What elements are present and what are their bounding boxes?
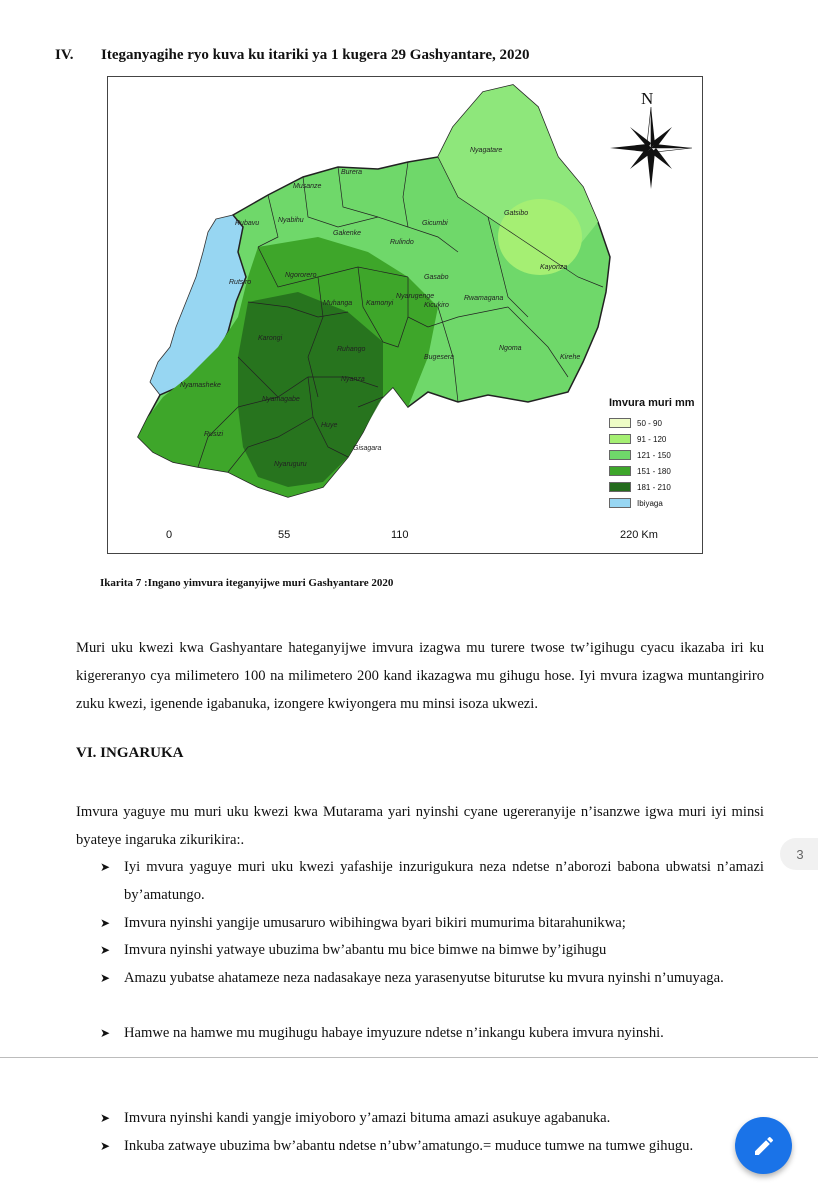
arrowhead-bullet-icon: ➤ bbox=[100, 916, 111, 930]
list-item-text: Inkuba zatwaye ubuzima bw’abantu ndetse n’ubw’amatungo.= muduce tumwe na tumwe gihugu. bbox=[124, 1138, 694, 1154]
district-label: Kicukiro bbox=[424, 302, 449, 309]
legend-swatch bbox=[609, 498, 631, 508]
legend-item bbox=[609, 447, 703, 463]
district-label: Kirehe bbox=[560, 354, 581, 361]
legend-label: 50 - 90 bbox=[637, 418, 662, 428]
pencil-icon bbox=[752, 1134, 776, 1158]
list-item bbox=[100, 936, 764, 964]
district-label: Gicumbi bbox=[422, 220, 448, 227]
district-label: Gisagara bbox=[353, 445, 382, 452]
district-label: Gakenke bbox=[333, 230, 362, 237]
district-label: Ngoma bbox=[499, 345, 522, 352]
page-divider bbox=[0, 1057, 818, 1058]
list-item bbox=[100, 1019, 764, 1047]
section-number: IV. bbox=[55, 47, 74, 63]
arrowhead-bullet-icon: ➤ bbox=[100, 860, 111, 874]
district-label: Huye bbox=[321, 422, 338, 429]
arrowhead-bullet-icon: ➤ bbox=[100, 1139, 111, 1153]
body-paragraph: Imvura yaguye mu muri uku kwezi kwa Mutarama yari nyinshi cyane ugereranyije n’isanzwe igwa muri iyi minsi byateye ingaruka zikurikira:. bbox=[76, 804, 764, 848]
district-label: Karongi bbox=[258, 335, 283, 342]
edit-button[interactable] bbox=[735, 1117, 792, 1174]
map-legend bbox=[609, 397, 703, 511]
district-label: Kamonyi bbox=[366, 300, 394, 307]
district-label: Nyamagabe bbox=[262, 396, 300, 403]
figure-caption: Ikarita 7 :Ingano yimvura iteganyijwe muri Gashyantare 2020 bbox=[100, 577, 394, 589]
arrowhead-bullet-icon: ➤ bbox=[100, 1111, 111, 1125]
rainfall-map bbox=[107, 76, 703, 554]
list-item-text: Imvura nyinshi kandi yangje imiyoboro y’amazi bituma amazi asukuye agabanuka. bbox=[124, 1110, 611, 1126]
district-label: Ruhango bbox=[337, 346, 366, 353]
legend-swatch bbox=[609, 482, 631, 492]
list-item bbox=[100, 909, 764, 937]
compass-rose-icon bbox=[610, 107, 692, 189]
district-label: Bugesera bbox=[424, 354, 454, 361]
district-label: Rusizi bbox=[204, 431, 224, 438]
legend-title: Imvura muri mm bbox=[609, 397, 695, 409]
arrowhead-bullet-icon: ➤ bbox=[100, 1026, 111, 1040]
list-item-text: Iyi mvura yaguye muri uku kwezi yafashije inzurigukura neza ndetse n’aborozi babona ubwatsi n’amazi by’amatungo. bbox=[124, 859, 764, 903]
legend-swatch bbox=[609, 466, 631, 476]
legend-item bbox=[609, 479, 703, 495]
district-label: Gasabo bbox=[424, 274, 449, 281]
legend-label: 121 - 150 bbox=[637, 450, 671, 460]
north-label: N bbox=[641, 89, 654, 108]
district-label: Rutsiro bbox=[229, 279, 252, 286]
legend-item bbox=[609, 431, 703, 447]
district-label: Nyagatare bbox=[470, 147, 503, 154]
scale-label: 110 bbox=[391, 529, 409, 541]
district-label: Nyabihu bbox=[278, 217, 304, 224]
list-item bbox=[100, 1132, 740, 1160]
district-label: Gatsibo bbox=[504, 210, 529, 217]
district-label: Rulindo bbox=[390, 239, 414, 246]
section-title: VI. INGARUKA bbox=[76, 745, 184, 761]
legend-label: Ibiyaga bbox=[637, 498, 663, 508]
arrowhead-bullet-icon: ➤ bbox=[100, 943, 111, 957]
list-item-text: Amazu yubatse ahatameze neza nadasakaye neza yarasenyutse biturutse ku mvura nyinshi n’umuyaga. bbox=[124, 970, 724, 986]
district-label: Rubavu bbox=[235, 220, 260, 227]
list-item bbox=[100, 1104, 764, 1132]
district-label: Nyaruguru bbox=[274, 461, 307, 468]
list-item-text: Imvura nyinshi yatwaye ubuzima bw’abantu mu bice bimwe na bimwe by’igihugu bbox=[124, 942, 607, 958]
legend-item bbox=[609, 415, 703, 431]
legend-item bbox=[609, 463, 703, 479]
legend-label: 91 - 120 bbox=[637, 434, 667, 444]
list-item-text: Imvura nyinshi yangije umusaruro wibihingwa byari bikiri mumurima bitarahunikwa; bbox=[124, 915, 626, 931]
district-label: Nyanza bbox=[341, 376, 365, 383]
district-label: Nyarugenge bbox=[396, 293, 435, 300]
body-paragraph: Muri uku kwezi kwa Gashyantare hateganyijwe imvura izagwa mu turere twose tw’igihugu cyacu ikazaba iri ku kigereranyo cya milimetero 100 na milimetero 200 kand ikazagwa mu gihugu hose. Iyi mvura izagwa muntangiriro zuku kwezi, igenende igabanuka, izongere kwiyongera mu minsi isoza ukwezi. bbox=[76, 640, 764, 712]
page-number-badge: 3 bbox=[780, 838, 818, 870]
scale-label: 55 bbox=[278, 529, 291, 541]
list-item bbox=[100, 853, 764, 909]
section-heading-text: Iteganyagihe ryo kuva ku itariki ya 1 kugera 29 Gashyantare, 2020 bbox=[101, 47, 530, 63]
district-label: Muhanga bbox=[323, 300, 353, 307]
legend-label: 181 - 210 bbox=[637, 482, 671, 492]
section-heading bbox=[55, 47, 530, 64]
district-label: Musanze bbox=[293, 183, 322, 190]
district-label: Nyamasheke bbox=[180, 382, 221, 389]
district-label: Burera bbox=[341, 169, 363, 176]
legend-swatch bbox=[609, 434, 631, 444]
district-label: Kayonza bbox=[540, 264, 568, 271]
list-item bbox=[100, 964, 764, 992]
arrowhead-bullet-icon: ➤ bbox=[100, 971, 111, 985]
district-label: Ngororero bbox=[285, 272, 317, 279]
scale-label: 220 Km bbox=[620, 529, 658, 541]
legend-swatch bbox=[609, 418, 631, 428]
legend-label: 151 - 180 bbox=[637, 466, 671, 476]
legend-swatch bbox=[609, 450, 631, 460]
legend-item bbox=[609, 495, 703, 511]
district-label: Rwamagana bbox=[464, 295, 504, 302]
list-item-text: Hamwe na hamwe mu mugihugu habaye imyuzure ndetse n’inkangu kubera imvura nyinshi. bbox=[124, 1025, 664, 1041]
scale-label: 0 bbox=[166, 529, 173, 541]
